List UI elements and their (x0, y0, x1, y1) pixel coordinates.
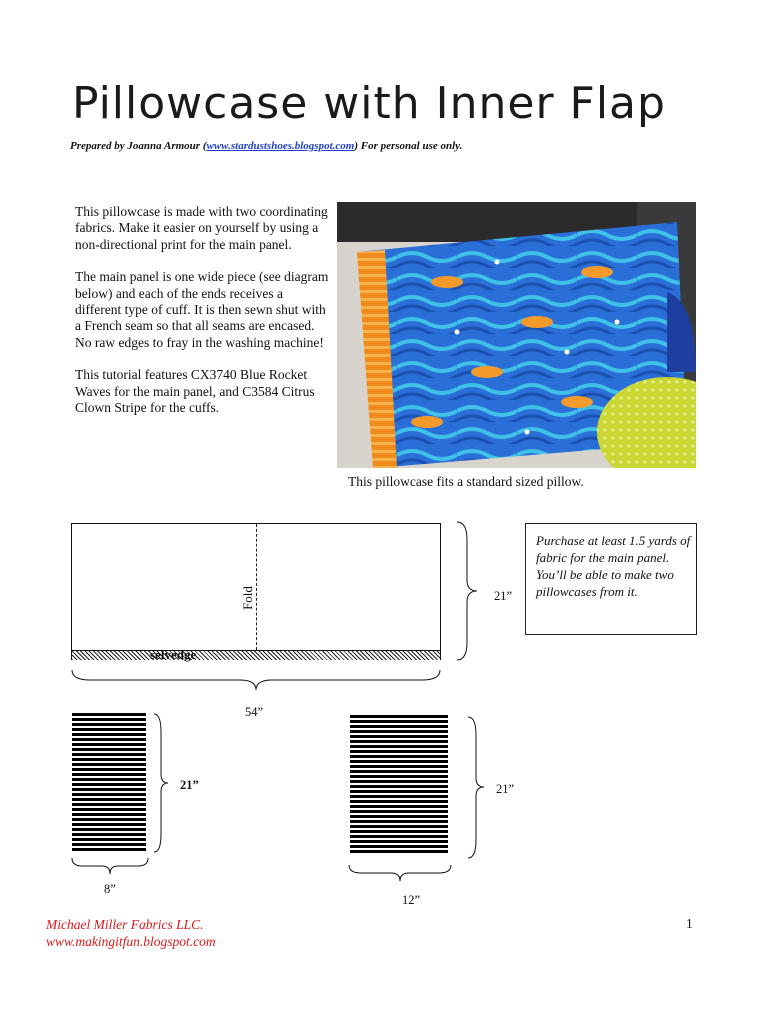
page-number: 1 (686, 916, 693, 931)
selvedge-strip (72, 650, 440, 660)
panel-width-brace-icon (70, 668, 442, 696)
cuff2-width-brace-icon (347, 863, 453, 885)
page-title: Pillowcase with Inner Flap (72, 78, 666, 129)
cuff1-width-label: 8” (104, 882, 116, 896)
cuff2-width-label: 12” (402, 893, 421, 907)
fold-label: Fold (239, 586, 255, 610)
panel-width-label: 54” (245, 705, 264, 719)
fold-line (256, 524, 257, 650)
credit-link[interactable]: www.stardustshoes.blogspot.com (206, 140, 355, 152)
intro-paragraph: The main panel is one wide piece (see diagram below) and each of the ends receives a different type of cuff. It is then sewn shut with a French seam so that all seams are encased. No raw edges to fray in the washing machine! (75, 269, 329, 350)
cuff1-height-label: 21” (180, 778, 199, 792)
credit-suffix: ) For personal use only. (354, 140, 463, 152)
footer-credit (46, 916, 216, 950)
cuff2-height-brace-icon (466, 715, 488, 860)
intro-text (75, 204, 330, 432)
cuff-8in-diagram (72, 713, 146, 853)
pillowcase-photo-image (337, 202, 696, 468)
selvedge-label: selvedge (150, 647, 197, 662)
cuff-12in-diagram (350, 715, 448, 855)
cuff2-height-label: 21” (496, 782, 515, 796)
cuff1-height-brace-icon (152, 712, 172, 854)
credit-line (70, 140, 462, 152)
intro-paragraph: This tutorial features CX3740 Blue Rocket Waves for the main panel, and C3584 Citrus Clown Stripe for the cuffs. (75, 367, 315, 416)
photo-caption: This pillowcase fits a standard sized pillow. (348, 474, 584, 489)
panel-height-label: 21” (494, 589, 513, 603)
footer-company: Michael Miller Fabrics LLC. (46, 917, 204, 932)
cuff1-width-brace-icon (70, 856, 150, 878)
footer-website[interactable]: www.makingitfun.blogspot.com (46, 934, 216, 949)
fabric-note-box: Purchase at least 1.5 yards of fabric for the main panel. You’ll be able to make two pillowcases from it. (525, 523, 697, 635)
credit-prefix: Prepared by Joanna Armour ( (70, 140, 207, 152)
pillowcase-photo (337, 202, 696, 468)
intro-paragraph: This pillowcase is made with two coordinating fabrics. Make it easier on yourself by using a non-directional print for the main panel. (75, 204, 328, 252)
panel-height-brace-icon (455, 520, 485, 662)
